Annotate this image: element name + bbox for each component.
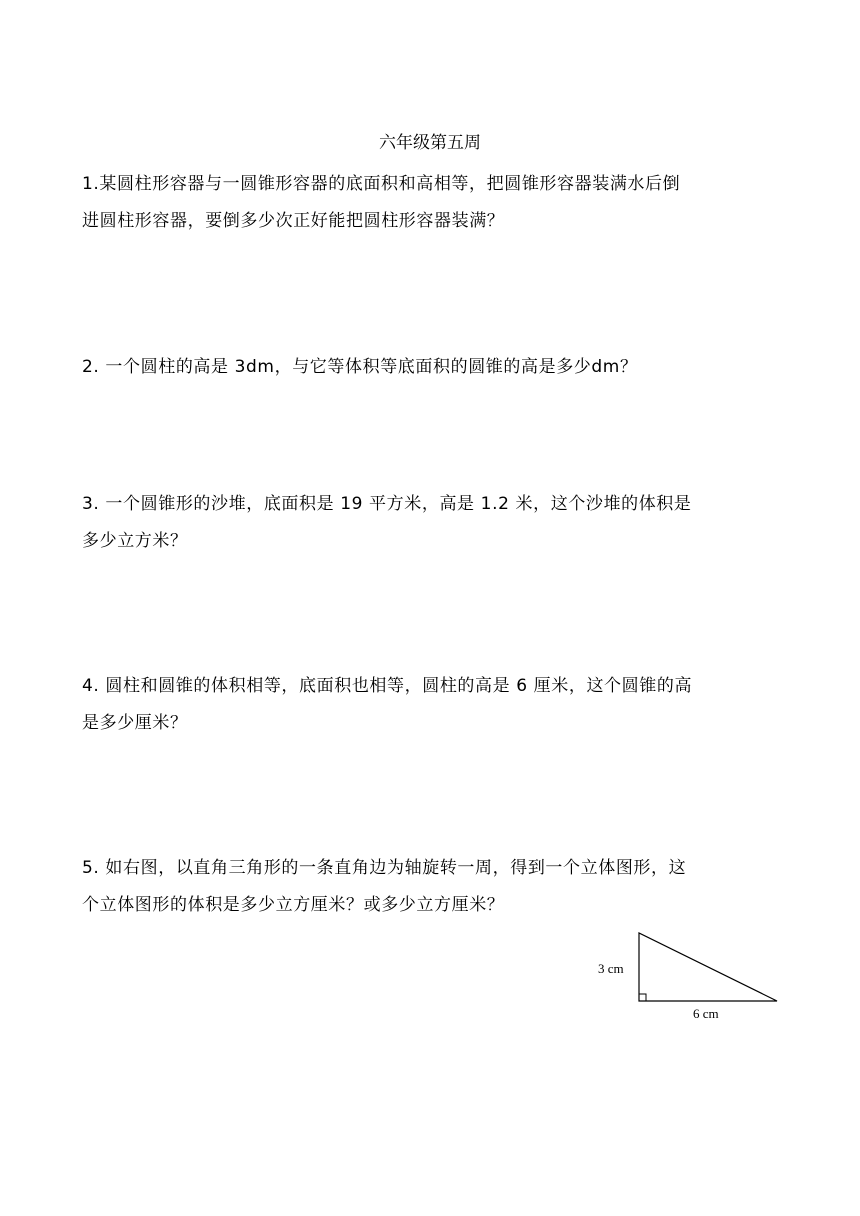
right-angle-marker (639, 994, 646, 1001)
page-title: 六年级第五周 (379, 133, 481, 153)
question-5 (82, 850, 782, 924)
question-1-line-1: 1.某圆柱形容器与一圆锥形容器的底面积和高相等，把圆锥形容器装满水后倒 (82, 174, 681, 194)
question-3-line-1: 3. 一个圆锥形的沙堆，底面积是 19 平方米，高是 1.2 米，这个沙堆的体积是 (82, 494, 692, 514)
question-5-line-1: 5. 如右图，以直角三角形的一条直角边为轴旋转一周，得到一个立体图形，这 (82, 858, 687, 878)
question-5-line-2: 个立体图形的体积是多少立方厘米？或多少立方厘米？ (82, 895, 505, 915)
right-triangle-figure (592, 925, 792, 1025)
right-triangle-diagram (592, 925, 792, 1025)
vertical-leg-label: 3 cm (598, 961, 624, 976)
question-3 (82, 486, 782, 560)
question-1 (82, 166, 782, 240)
question-4-line-1: 4. 圆柱和圆锥的体积相等，底面积也相等，圆柱的高是 6 厘米，这个圆锥的高 (82, 676, 693, 696)
question-1-line-2: 进圆柱形容器，要倒多少次正好能把圆柱形容器装满？ (82, 211, 505, 231)
right-triangle-shape (639, 933, 777, 1001)
question-4 (82, 668, 782, 742)
horizontal-leg-label: 6 cm (693, 1006, 719, 1021)
question-3-line-2: 多少立方米？ (82, 531, 188, 551)
question-2-line-1: 2. 一个圆柱的高是 3dm，与它等体积等底面积的圆锥的高是多少dm？ (82, 357, 638, 377)
question-4-line-2: 是多少厘米？ (82, 713, 188, 733)
question-2 (82, 349, 782, 386)
